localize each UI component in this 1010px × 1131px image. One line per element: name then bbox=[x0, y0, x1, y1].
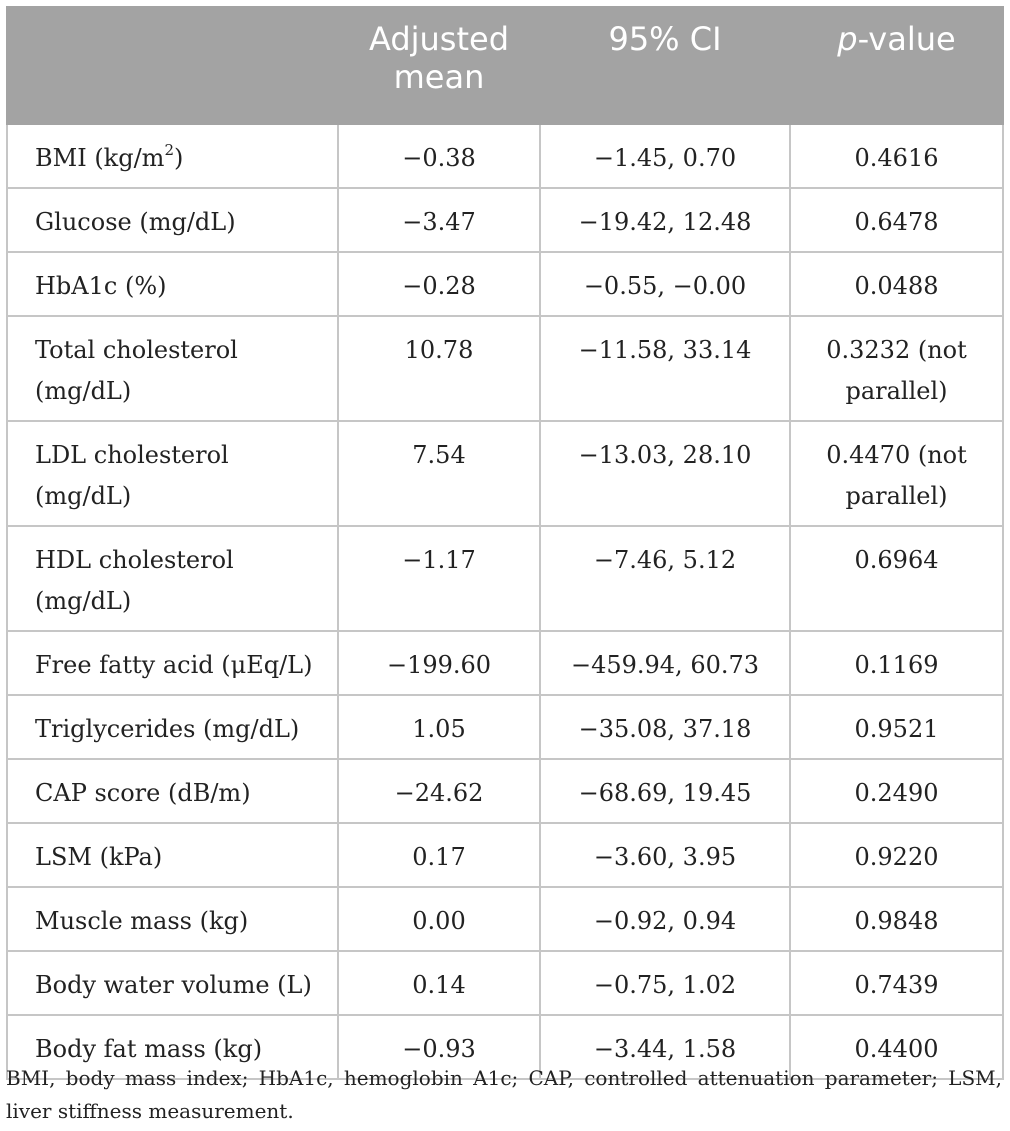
table-row bbox=[7, 887, 1003, 951]
table-row bbox=[7, 759, 1003, 823]
ci-cell: −7.46, 5.12 bbox=[540, 526, 790, 631]
p-value-cell: 0.0488 bbox=[790, 252, 1003, 316]
p-value-cell: 0.9220 bbox=[790, 823, 1003, 887]
p-value-cell: 0.7439 bbox=[790, 951, 1003, 1015]
row-label: Total cholesterol (mg/dL) bbox=[7, 316, 338, 421]
ci-cell: −13.03, 28.10 bbox=[540, 421, 790, 526]
adjusted-mean-cell: −1.17 bbox=[338, 526, 540, 631]
p-value-cell: 0.4400 bbox=[790, 1015, 1003, 1079]
header-p-rest: -value bbox=[857, 20, 956, 58]
row-label: CAP score (dB/m) bbox=[7, 759, 338, 823]
ci-cell: −3.60, 3.95 bbox=[540, 823, 790, 887]
ci-cell: −459.94, 60.73 bbox=[540, 631, 790, 695]
ci-cell: −11.58, 33.14 bbox=[540, 316, 790, 421]
table-row bbox=[7, 951, 1003, 1015]
p-value-cell: 0.2490 bbox=[790, 759, 1003, 823]
p-value-cell: 0.6478 bbox=[790, 188, 1003, 252]
ci-cell: −68.69, 19.45 bbox=[540, 759, 790, 823]
row-label: HDL cholesterol (mg/dL) bbox=[7, 526, 338, 631]
table-row bbox=[7, 695, 1003, 759]
row-label-sup: 2 bbox=[164, 141, 174, 159]
ci-cell: −3.44, 1.58 bbox=[540, 1015, 790, 1079]
row-label-text-after: ) bbox=[173, 144, 184, 172]
adjusted-mean-cell: 10.78 bbox=[338, 316, 540, 421]
adjusted-mean-cell: −0.28 bbox=[338, 252, 540, 316]
ci-cell: −1.45, 0.70 bbox=[540, 124, 790, 188]
adjusted-mean-cell: −0.38 bbox=[338, 124, 540, 188]
p-value-cell: 0.6964 bbox=[790, 526, 1003, 631]
header-p-italic: p bbox=[837, 20, 858, 58]
row-label-text: BMI (kg/m bbox=[35, 144, 165, 172]
adjusted-mean-cell: −199.60 bbox=[338, 631, 540, 695]
ci-cell: −35.08, 37.18 bbox=[540, 695, 790, 759]
ci-cell: −0.75, 1.02 bbox=[540, 951, 790, 1015]
adjusted-mean-cell: −3.47 bbox=[338, 188, 540, 252]
row-label: LDL cholesterol (mg/dL) bbox=[7, 421, 338, 526]
adjusted-mean-cell: 0.14 bbox=[338, 951, 540, 1015]
header-adjusted-mean: Adjusted mean bbox=[338, 7, 540, 124]
table-footnote: BMI, body mass index; HbA1c, hemoglobin A1c; CAP, controlled attenuation parameter; LSM, liver stiffness measurement. bbox=[6, 1066, 1002, 1123]
table-row bbox=[7, 421, 1003, 526]
p-value-cell: 0.9848 bbox=[790, 887, 1003, 951]
table-row bbox=[7, 188, 1003, 252]
adjusted-mean-cell: 0.00 bbox=[338, 887, 540, 951]
adjusted-mean-cell: 0.17 bbox=[338, 823, 540, 887]
table-row bbox=[7, 316, 1003, 421]
ci-cell: −0.92, 0.94 bbox=[540, 887, 790, 951]
p-value-cell: 0.4470 (not parallel) bbox=[790, 421, 1003, 526]
results-table bbox=[6, 6, 1004, 1080]
table-row bbox=[7, 252, 1003, 316]
row-label: Free fatty acid (μEq/L) bbox=[7, 631, 338, 695]
table-row bbox=[7, 631, 1003, 695]
row-label: LSM (kPa) bbox=[7, 823, 338, 887]
row-label: Muscle mass (kg) bbox=[7, 887, 338, 951]
header-95-ci: 95% CI bbox=[540, 7, 790, 124]
adjusted-mean-cell: −24.62 bbox=[338, 759, 540, 823]
p-value-cell: 0.3232 (not parallel) bbox=[790, 316, 1003, 421]
ci-cell: −19.42, 12.48 bbox=[540, 188, 790, 252]
table-row bbox=[7, 526, 1003, 631]
table-header-row bbox=[7, 7, 1003, 124]
row-label: Body water volume (L) bbox=[7, 951, 338, 1015]
row-label: Glucose (mg/dL) bbox=[7, 188, 338, 252]
table-row bbox=[7, 823, 1003, 887]
row-label: Triglycerides (mg/dL) bbox=[7, 695, 338, 759]
ci-cell: −0.55, −0.00 bbox=[540, 252, 790, 316]
table-row bbox=[7, 124, 1003, 188]
p-value-cell: 0.9521 bbox=[790, 695, 1003, 759]
p-value-cell: 0.4616 bbox=[790, 124, 1003, 188]
p-value-cell: 0.1169 bbox=[790, 631, 1003, 695]
header-p-value bbox=[790, 7, 1003, 124]
header-variable bbox=[7, 7, 338, 124]
row-label: HbA1c (%) bbox=[7, 252, 338, 316]
row-label bbox=[7, 124, 338, 188]
adjusted-mean-cell: −0.93 bbox=[338, 1015, 540, 1079]
adjusted-mean-cell: 1.05 bbox=[338, 695, 540, 759]
row-label: Body fat mass (kg) bbox=[7, 1015, 338, 1079]
adjusted-mean-cell: 7.54 bbox=[338, 421, 540, 526]
